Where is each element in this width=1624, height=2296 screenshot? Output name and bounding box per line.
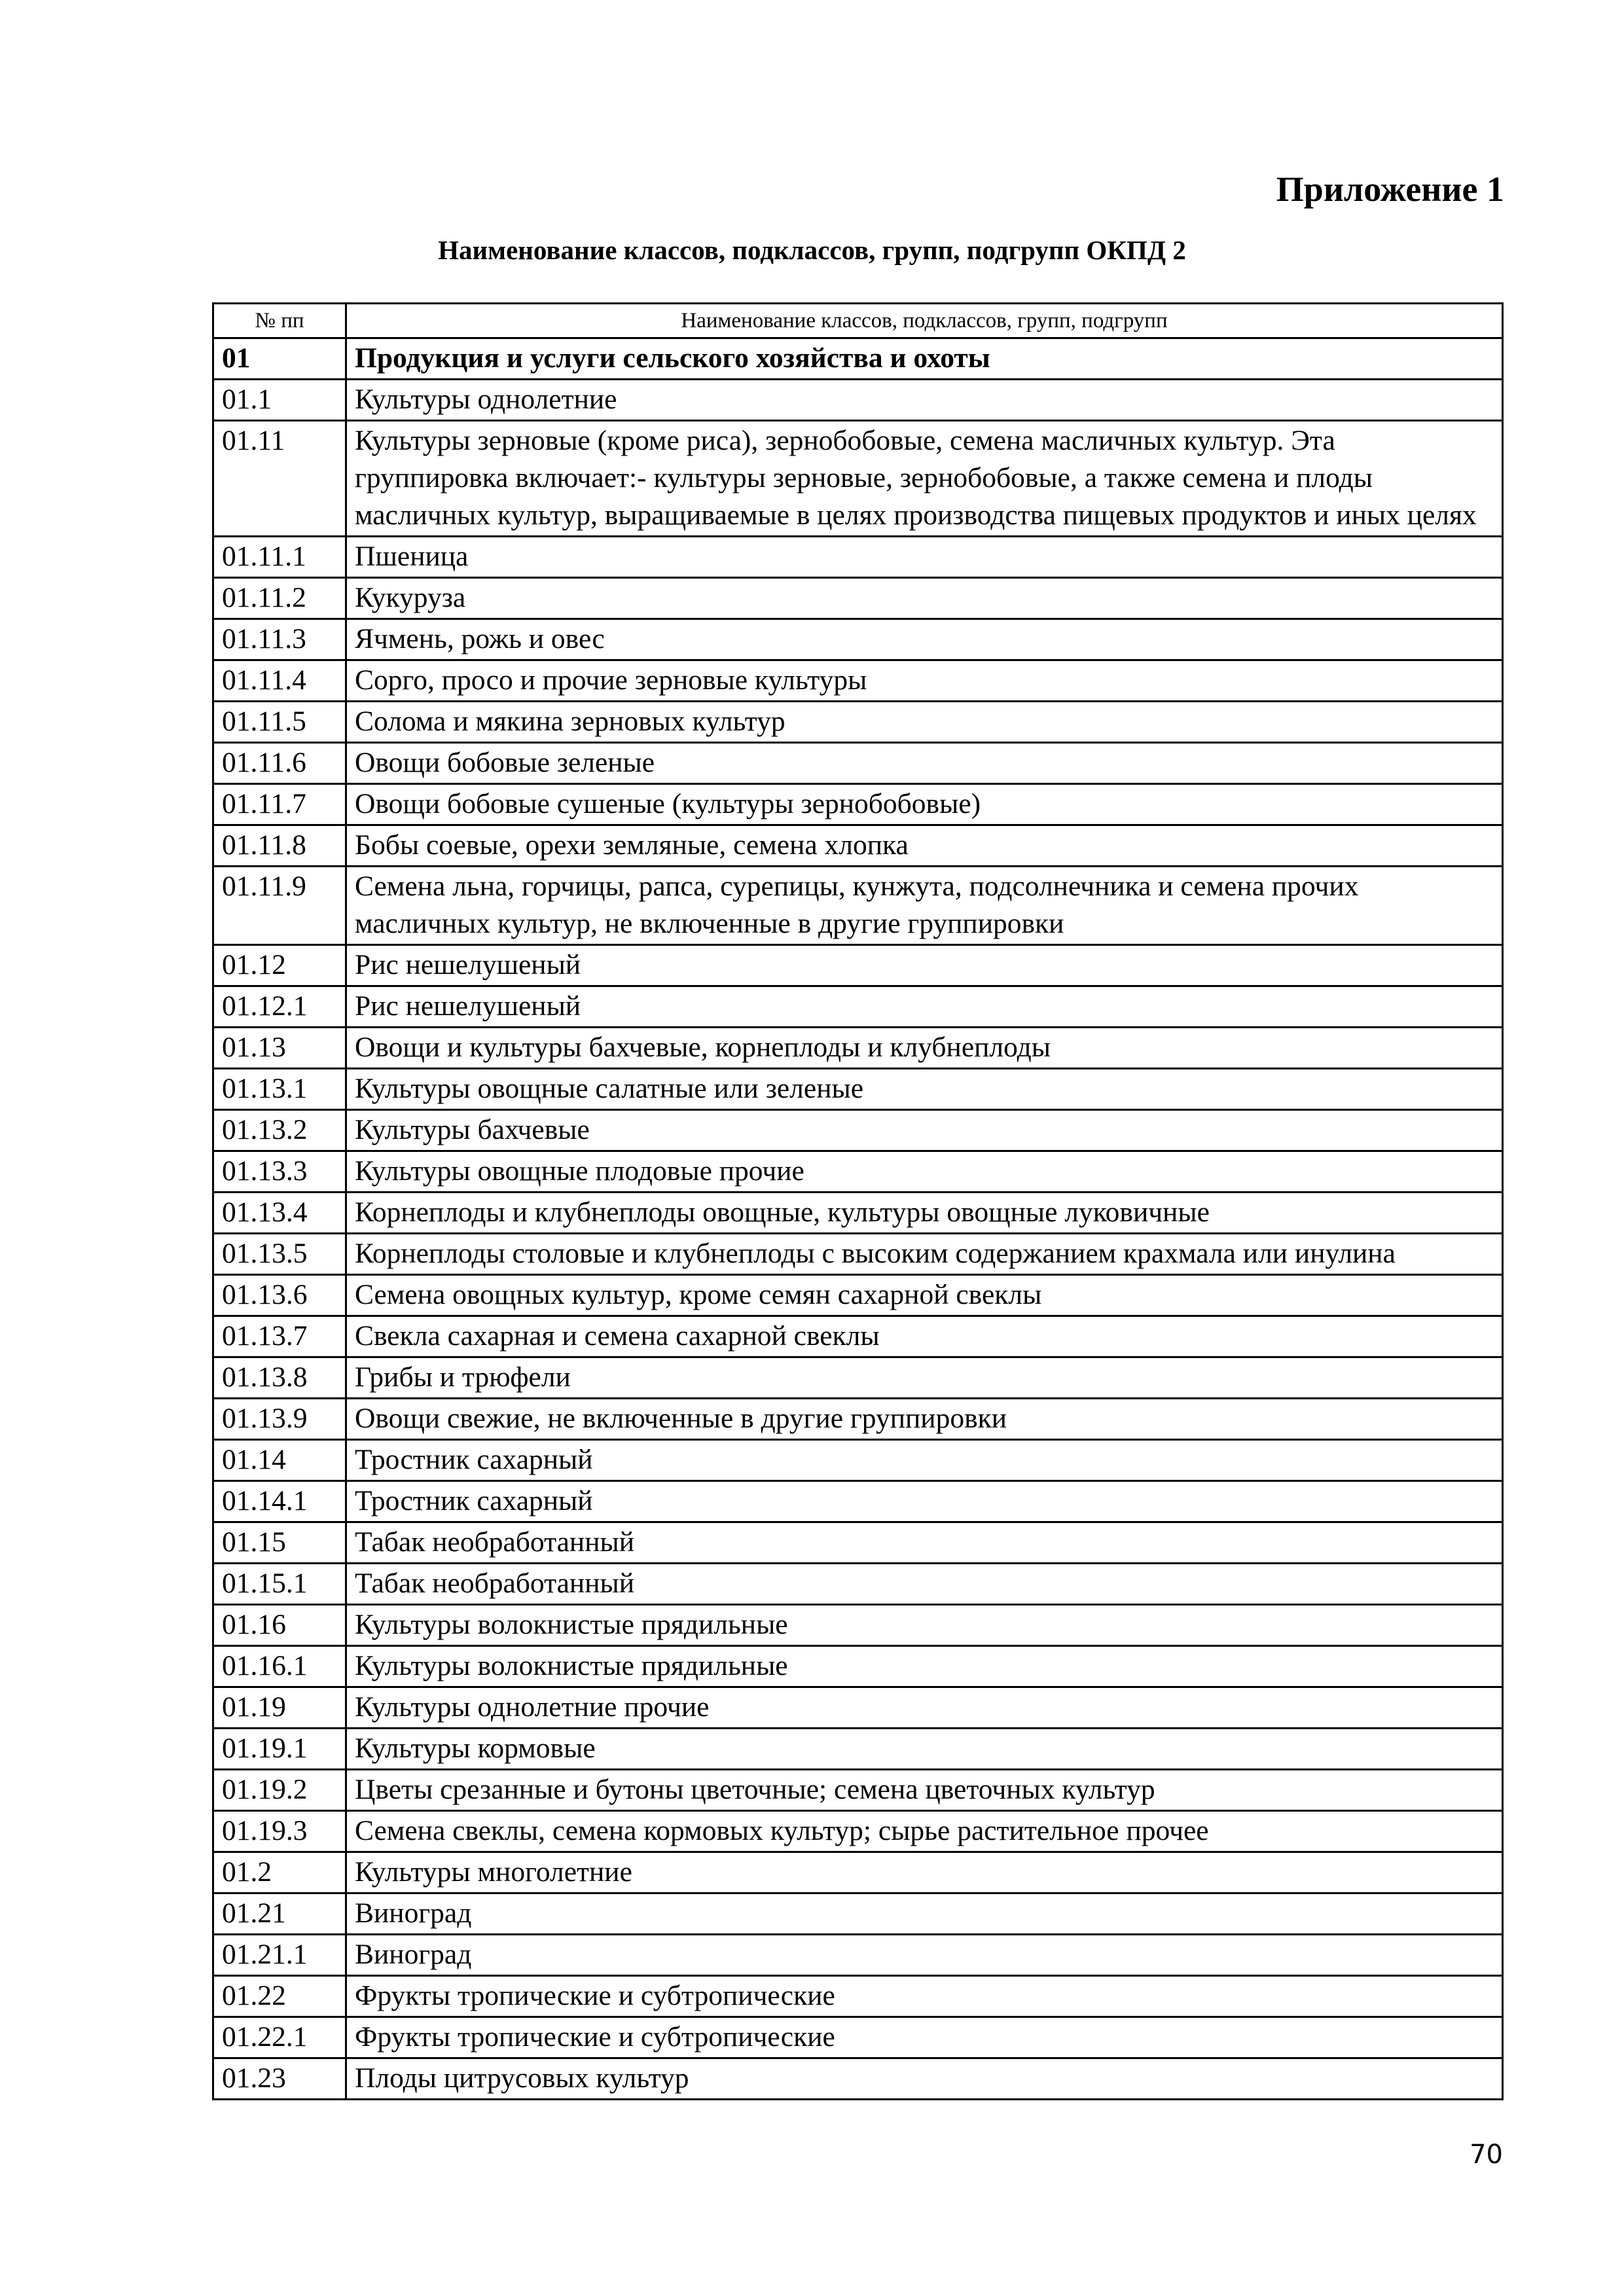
table-body [213,338,1503,2100]
table-row [213,1605,1503,1646]
row-name: Культуры овощные салатные или зеленые [346,1069,1503,1110]
row-name: Фрукты тропические и субтропические [346,2017,1503,2058]
table-row [213,784,1503,825]
row-code: 01.22 [213,1976,346,2017]
row-name: Рис нешелушеный [346,986,1503,1028]
table-row [213,2058,1503,2100]
row-name: Солома и мякина зерновых культур [346,702,1503,743]
table-row [213,1976,1503,2017]
table-row [213,825,1503,867]
row-name: Кукуруза [346,578,1503,619]
table-row [213,1646,1503,1687]
table-row [213,1729,1503,1770]
row-code: 01.13.5 [213,1234,346,1275]
row-name: Ячмень, рожь и овес [346,619,1503,660]
row-code: 01 [213,338,346,380]
table-row [213,1770,1503,1811]
row-name: Табак необработанный [346,1564,1503,1605]
row-name: Рис нешелушеный [346,945,1503,986]
row-name: Сорго, просо и прочие зерновые культуры [346,660,1503,702]
row-code: 01.11.1 [213,537,346,578]
table-row [213,2017,1503,2058]
table-row [213,986,1503,1028]
row-code: 01.13 [213,1028,346,1069]
row-name: Культуры овощные плодовые прочие [346,1151,1503,1193]
row-code: 01.13.1 [213,1069,346,1110]
row-code: 01.13.4 [213,1193,346,1234]
row-code: 01.21 [213,1893,346,1935]
row-name: Культуры бахчевые [346,1110,1503,1151]
row-code: 01.16.1 [213,1646,346,1687]
table-row [213,660,1503,702]
appendix-label: Приложение 1 [1276,170,1504,209]
row-name: Цветы срезанные и бутоны цветочные; семена цветочных культур [346,1770,1503,1811]
row-code: 01.16 [213,1605,346,1646]
row-code: 01.21.1 [213,1935,346,1976]
row-code: 01.13.6 [213,1275,346,1316]
row-code: 01.23 [213,2058,346,2100]
row-name: Овощи бобовые зеленые [346,743,1503,784]
page-title: Наименование классов, подклассов, групп, подгрупп ОКПД 2 [438,235,1186,265]
row-code: 01.11.5 [213,702,346,743]
row-name: Культуры волокнистые прядильные [346,1605,1503,1646]
row-name: Бобы соевые, орехи земляные, семена хлопка [346,825,1503,867]
table-row [213,1440,1503,1481]
row-code: 01.11 [213,421,346,537]
table-row [213,1564,1503,1605]
row-name: Культуры кормовые [346,1729,1503,1770]
table-row [213,338,1503,380]
row-code: 01.12.1 [213,986,346,1028]
row-name: Семена овощных культур, кроме семян сахарной свеклы [346,1275,1503,1316]
row-code: 01.14 [213,1440,346,1481]
row-name: Культуры волокнистые прядильные [346,1646,1503,1687]
row-code: 01.11.6 [213,743,346,784]
table-row [213,1935,1503,1976]
row-name: Плоды цитрусовых культур [346,2058,1503,2100]
table-row [213,702,1503,743]
table-row [213,380,1503,421]
row-code: 01.11.2 [213,578,346,619]
row-code: 01.11.8 [213,825,346,867]
table-row [213,537,1503,578]
row-code: 01.22.1 [213,2017,346,2058]
table-row [213,1357,1503,1399]
row-name: Семена свеклы, семена кормовых культур; сырье растительное прочее [346,1811,1503,1852]
row-name: Продукция и услуги сельского хозяйства и охоты [346,338,1503,380]
table-row [213,1151,1503,1193]
table-row [213,1275,1503,1316]
row-code: 01.1 [213,380,346,421]
row-name: Корнеплоды столовые и клубнеплоды с высоким содержанием крахмала или инулина [346,1234,1503,1275]
table-row [213,1852,1503,1893]
table-row [213,743,1503,784]
row-name: Корнеплоды и клубнеплоды овощные, культуры овощные луковичные [346,1193,1503,1234]
row-name: Фрукты тропические и субтропические [346,1976,1503,2017]
row-code: 01.19 [213,1687,346,1729]
row-code: 01.15.1 [213,1564,346,1605]
table-row [213,1110,1503,1151]
row-code: 01.11.7 [213,784,346,825]
row-code: 01.15 [213,1522,346,1564]
row-name: Свекла сахарная и семена сахарной свеклы [346,1316,1503,1357]
table-row [213,1193,1503,1234]
row-code: 01.12 [213,945,346,986]
table-row [213,1481,1503,1522]
table-row [213,619,1503,660]
row-name: Культуры многолетние [346,1852,1503,1893]
table-row [213,1522,1503,1564]
table-row [213,1399,1503,1440]
table-row [213,1687,1503,1729]
row-code: 01.11.3 [213,619,346,660]
row-name: Грибы и трюфели [346,1357,1503,1399]
table-row [213,867,1503,945]
row-name: Овощи и культуры бахчевые, корнеплоды и клубнеплоды [346,1028,1503,1069]
table-row [213,1811,1503,1852]
row-name: Тростник сахарный [346,1440,1503,1481]
table-row [213,945,1503,986]
table-row [213,1234,1503,1275]
row-name: Овощи бобовые сушеные (культуры зернобобовые) [346,784,1503,825]
row-name: Овощи свежие, не включенные в другие группировки [346,1399,1503,1440]
row-code: 01.11.4 [213,660,346,702]
row-code: 01.14.1 [213,1481,346,1522]
column-header-name: Наименование классов, подклассов, групп, подгрупп [346,304,1503,338]
row-code: 01.13.2 [213,1110,346,1151]
row-code: 01.19.1 [213,1729,346,1770]
table-row [213,1028,1503,1069]
row-name: Семена льна, горчицы, рапса, сурепицы, кунжута, подсолнечника и семена прочих масличных культур, не включенные в другие группировки [346,867,1503,945]
page-number: 70 [1470,2140,1503,2170]
row-code: 01.13.7 [213,1316,346,1357]
table-row [213,1069,1503,1110]
row-name: Пшеница [346,537,1503,578]
row-code: 01.19.3 [213,1811,346,1852]
row-name: Культуры однолетние [346,380,1503,421]
row-name: Виноград [346,1893,1503,1935]
row-name: Культуры однолетние прочие [346,1687,1503,1729]
row-code: 01.19.2 [213,1770,346,1811]
table-row [213,1316,1503,1357]
row-name: Табак необработанный [346,1522,1503,1564]
table-row [213,421,1503,537]
row-code: 01.2 [213,1852,346,1893]
column-header-number: № пп [213,304,346,338]
row-name: Тростник сахарный [346,1481,1503,1522]
row-code: 01.13.9 [213,1399,346,1440]
table-row [213,1893,1503,1935]
row-code: 01.13.3 [213,1151,346,1193]
row-code: 01.13.8 [213,1357,346,1399]
okpd-table [212,302,1504,2100]
table-row [213,578,1503,619]
row-name: Культуры зерновые (кроме риса), зернобобовые, семена масличных культур. Эта группировка включает:- культуры зерновые, зернобобовые, а также семена и плоды масличных культур, выращиваемые в целях производства пищевых продуктов и иных целях [346,421,1503,537]
table-header-row [213,304,1503,338]
row-name: Виноград [346,1935,1503,1976]
row-code: 01.11.9 [213,867,346,945]
